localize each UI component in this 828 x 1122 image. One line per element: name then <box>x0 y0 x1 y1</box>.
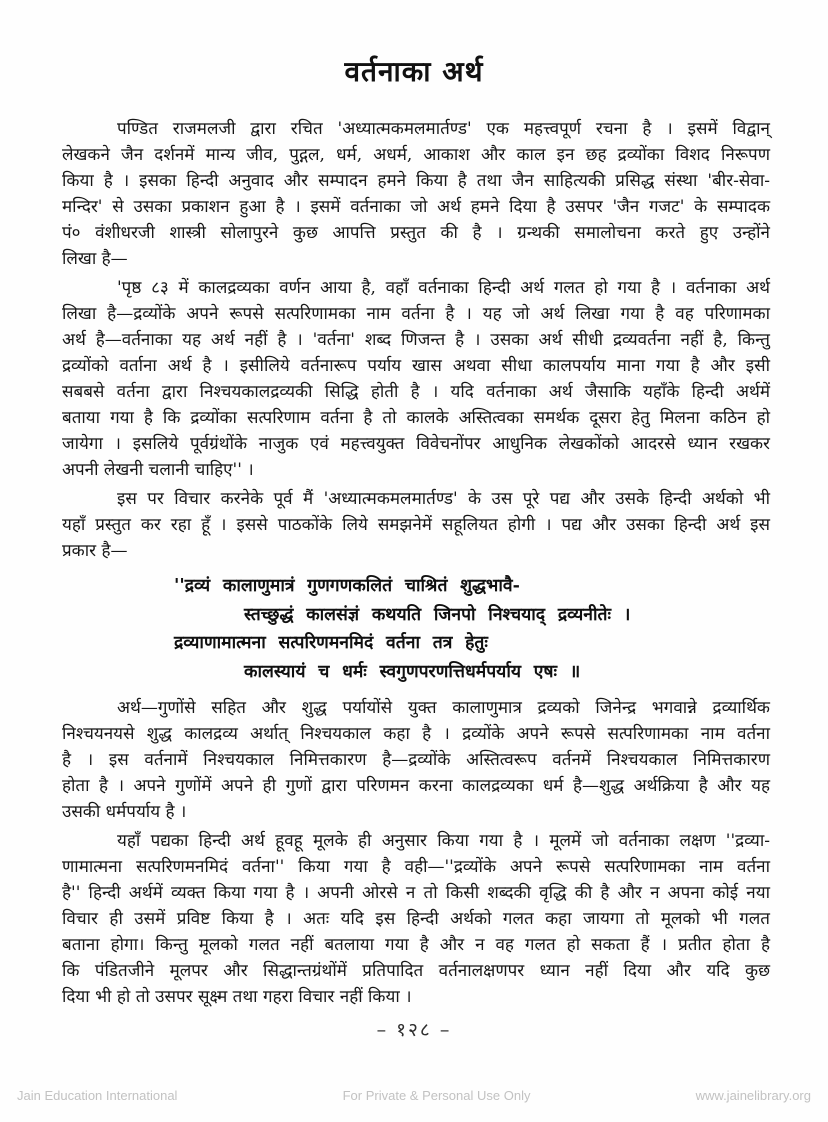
text-line: अर्थ—गुणोंसे सहित और शुद्ध पर्यायोंसे युक्त कालाणुमात्र द्रव्यको जिनेन्द्र भगवान्ने द्रव्यार्थिक <box>117 698 770 718</box>
text-line: सबबसे वर्तना द्वारा निश्चयकालद्रव्यकी सिद्धि होती है । यदि वर्तनाका अर्थ जैसाकि यहाँके हिन्दी अर्थमें <box>62 382 770 402</box>
text-line: दिया भी हो तो उसपर सूक्ष्म तथा गहरा विचार नहीं किया । <box>62 987 412 1007</box>
transition-paragraph <box>62 486 770 564</box>
text-line: अपनी लेखनी चलानी चाहिए'' । <box>62 460 254 480</box>
intro-paragraph <box>62 116 770 272</box>
text-line: मन्दिर' से उसका प्रकाशन हुआ है । इसमें वर्तनाका जो अर्थ हमने दिया है उसपर 'जैन गजट' के सम्पादक <box>62 197 770 217</box>
text-line: पण्डित राजमलजी द्वारा रचित 'अध्यात्मकमलमार्तण्ड' एक महत्त्वपूर्ण रचना है । इसमें विद्वान् <box>117 119 770 139</box>
verse-line: ''द्रव्यं कालाणुमात्रं गुणगणकलितं चाश्रितं शुद्धभावै- <box>174 576 520 596</box>
text-line: बताना होगा। किन्तु मूलको गलत नहीं बतलाया गया है और न वह गलत हो सकता हैं । प्रतीत होता है <box>62 935 770 955</box>
page-title: वर्तनाका अर्थ <box>344 55 484 88</box>
page-number: – १२८ – <box>376 1019 452 1041</box>
sanskrit-verse <box>62 572 770 686</box>
text-line: उसकी धर्मपर्याय है । <box>62 802 187 822</box>
text-line: निश्चयनयसे शुद्ध कालद्रव्य अर्थात् निश्चयकाल कहा है । द्रव्योंके अपने रूपसे सत्परिणामका नाम वर्तना <box>62 724 770 744</box>
meaning-paragraph <box>62 695 770 825</box>
text-line: होता है । अपने गुणोंमें अपने ही गुणों द्वारा परिणमन करना कालद्रव्यका धर्म है—शुद्ध अर्थक्रिया है और यह <box>62 776 770 796</box>
text-line: विचार ही उसमें प्रविष्ट किया है । अतः यदि इस हिन्दी अर्थको गलत कहा जायगा तो मूलको भी गलत <box>62 909 770 929</box>
verse-line: कालस्यायं च धर्मः स्वगुणपरणत्तिधर्मपर्याय एषः ॥ <box>244 661 581 682</box>
text-line: लेखकने जैन दर्शनमें मान्य जीव, पुद्गल, धर्म, अधर्म, आकाश और काल इन छह द्रव्योंका विशद निरूपण <box>62 145 770 165</box>
text-line: कि पंडितजीने मूलपर और सिद्धान्तग्रंथोंमें प्रतिपादित वर्तनालक्षणपर ध्यान नहीं दिया और यदि कुछ <box>62 961 770 981</box>
text-line: अर्थ है—वर्तनाका यह अर्थ नहीं है । 'वर्तना' शब्द णिजन्त है । उसका अर्थ सीधी द्रव्यवर्तना नहीं है, किन्तु <box>62 330 770 350</box>
footer-usage-note: For Private & Personal Use Only <box>342 1088 531 1103</box>
text-line: जायेगा । इसलिये पूर्वग्रंथोंके नाजुक एवं महत्त्वयुक्त विवेचनोंपर आधुनिक लेखकोंको आदरसे ध्यान रखकर <box>62 434 770 454</box>
quoted-objection-paragraph <box>62 275 770 483</box>
text-line: णामात्मना सत्परिणमनमिदं वर्तना'' किया गया है वही—''द्रव्योंके अपने रूपसे सत्परिणामका नाम वर्तना <box>62 857 770 877</box>
text-line: इस पर विचार करनेके पूर्व मैं 'अध्यात्मकमलमार्तण्ड' के उस पूरे पद्य और उसके हिन्दी अर्थको भी <box>117 489 770 509</box>
footer <box>0 1088 828 1103</box>
text-line: लिखा है— <box>62 249 128 269</box>
footer-website: www.jainelibrary.org <box>695 1088 811 1103</box>
text-line: 'पृष्ठ ८३ में कालद्रव्यका वर्णन आया है, वहाँ वर्तनाका हिन्दी अर्थ गलत हो गया है । वर्तनाका अर्थ <box>117 278 770 298</box>
text-line: द्रव्योंको वर्ताना अर्थ है । इसीलिये वर्तनारूप पर्याय खास अथवा सीधा कालपर्याय माना गया है और इसी <box>62 356 770 376</box>
text-line: बताया गया है कि द्रव्योंका सत्परिणाम वर्तना है तो कालके अस्तित्वका समर्थक दूसरा हेतु मिलना कठिन हो <box>62 408 770 428</box>
text-line: यहाँ प्रस्तुत कर रहा हूँ । इससे पाठकोंके लिये समझनेमें सहूलियत होगी । पद्य और उसका हिन्दी अर्थ इस <box>62 515 770 535</box>
verse-line: द्रव्याणामात्मना सत्परिणमनमिदं वर्तना तत्र हेतुः <box>174 633 488 653</box>
text-line: पं० वंशीधरजी शास्त्री सोलापुरने कुछ आपत्ति प्रस्तुत की है । ग्रन्थकी समालोचना करते हुए उन्होंने <box>62 223 770 243</box>
closing-paragraph <box>62 828 770 1010</box>
text-line: प्रकार है— <box>62 541 128 561</box>
text-line: है'' हिन्दी अर्थमें व्यक्त किया गया है । अपनी ओरसे न तो किसी शब्दकी वृद्धि की है और न अपना कोई नया <box>62 883 770 903</box>
footer-publisher: Jain Education International <box>17 1088 178 1103</box>
text-line: किया है । इसका हिन्दी अनुवाद और सम्पादन हमने किया है तथा जैन साहित्यकी प्रसिद्ध संस्था 'बीर-सेवा- <box>62 171 770 191</box>
text-line: यहाँ पद्यका हिन्दी अर्थ हूवहू मूलके ही अनुसार किया गया है । मूलमें जो वर्तनाका लक्षण ''द्रव्या- <box>117 831 770 851</box>
verse-line: स्तच्छुद्धं कालसंज्ञं कथयति जिनपो निश्चयाद् द्रव्यनीतेः । <box>244 604 631 625</box>
text-line: है । इस वर्तनामें निश्चयकाल निमित्तकारण है—द्रव्योंके अस्तित्वरूप वर्तनमें निश्चयकाल निमित्तकारण <box>62 750 770 770</box>
text-line: लिखा है—द्रव्योंके अपने रूपसे सत्परिणामका नाम वर्तना है । यह जो अर्थ लिखा गया है वह परिणामका <box>62 304 770 324</box>
body-text <box>62 116 770 1013</box>
